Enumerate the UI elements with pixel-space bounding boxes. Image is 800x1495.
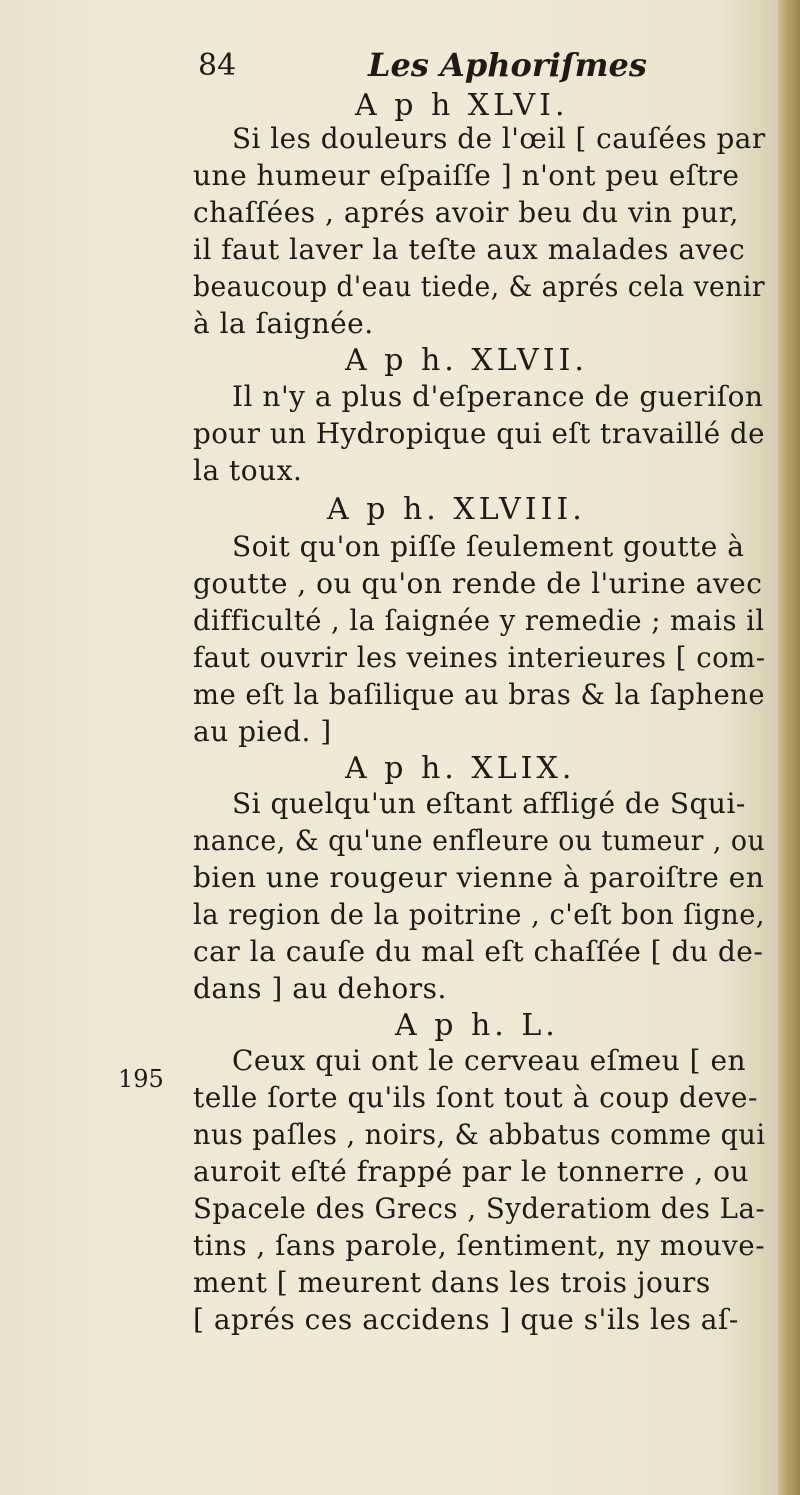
text-line: Spacele des Grecs , Syderatiom des La- xyxy=(193,1192,766,1225)
text-line: ment [ meurent dans les trois jours xyxy=(193,1266,711,1299)
aphorism-heading: A p h. XLVII. xyxy=(345,343,588,378)
text-line: difficulté , la ſaignée y remedie ; mais il xyxy=(193,604,765,637)
text-line: Soit qu'on piſſe ſeulement goutte à xyxy=(232,530,745,563)
page-gutter xyxy=(778,0,800,1495)
text-line: dans ] au dehors. xyxy=(193,972,447,1005)
text-line: une humeur eſpaiſſe ] n'ont peu eſtre xyxy=(193,159,740,192)
text-line: me eſt la baſilique au bras & la ſaphene xyxy=(193,678,766,711)
text-line: faut ouvrir les veines interieures [ com- xyxy=(193,641,766,674)
aphorism-heading: A p h. XLVIII. xyxy=(327,492,586,527)
text-line: bien une rougeur vienne à paroiſtre en xyxy=(193,861,765,894)
text-line: [ aprés ces accidens ] que s'ils les aſ- xyxy=(193,1303,739,1336)
text-line: il faut laver la teſte aux malades avec xyxy=(193,233,746,266)
text-line: nus paſles , noirs, & abbatus comme qui xyxy=(193,1118,766,1151)
page-number: 84 xyxy=(198,48,237,83)
text-line: à la ſaignée. xyxy=(193,307,374,340)
text-line: tins , ſans parole, ſentiment, ny mouve- xyxy=(193,1229,766,1262)
aphorism-heading: A p h XLVI. xyxy=(355,88,569,123)
aphorism-heading: A p h. L. xyxy=(395,1008,559,1043)
text-line: la region de la poitrine , c'eſt bon ſigne, xyxy=(193,898,766,931)
text-line: auroit eſté frappé par le tonnerre , ou xyxy=(193,1155,749,1188)
text-line: la toux. xyxy=(193,454,303,487)
running-title: Les Aphoriſmes xyxy=(368,46,647,84)
text-line: beaucoup d'eau tiede, & aprés cela venir xyxy=(193,270,766,303)
aphorism-heading: A p h. XLIX. xyxy=(345,751,576,786)
text-line: pour un Hydropique qui eſt travaillé de xyxy=(193,417,766,450)
text-line: car la cauſe du mal eſt chaſſée [ du de- xyxy=(193,935,764,968)
text-line: nance, & qu'une enfleure ou tumeur , ou xyxy=(193,824,766,857)
text-line: Ceux qui ont le cerveau eſmeu [ en xyxy=(232,1044,747,1077)
text-line: telle ſorte qu'ils ſont tout à coup deve- xyxy=(193,1081,758,1114)
margin-note: 195 xyxy=(118,1065,164,1093)
text-line: Si quelqu'un eſtant affligé de Squi- xyxy=(232,787,746,820)
text-line: goutte , ou qu'on rende de l'urine avec xyxy=(193,567,763,600)
text-line: chaſſées , aprés avoir beu du vin pur, xyxy=(193,196,739,229)
text-line: Si les douleurs de l'œil [ cauſées par xyxy=(232,122,766,155)
text-line: Il n'y a plus d'eſperance de gueriſon xyxy=(232,380,764,413)
text-line: au pied. ] xyxy=(193,715,332,748)
